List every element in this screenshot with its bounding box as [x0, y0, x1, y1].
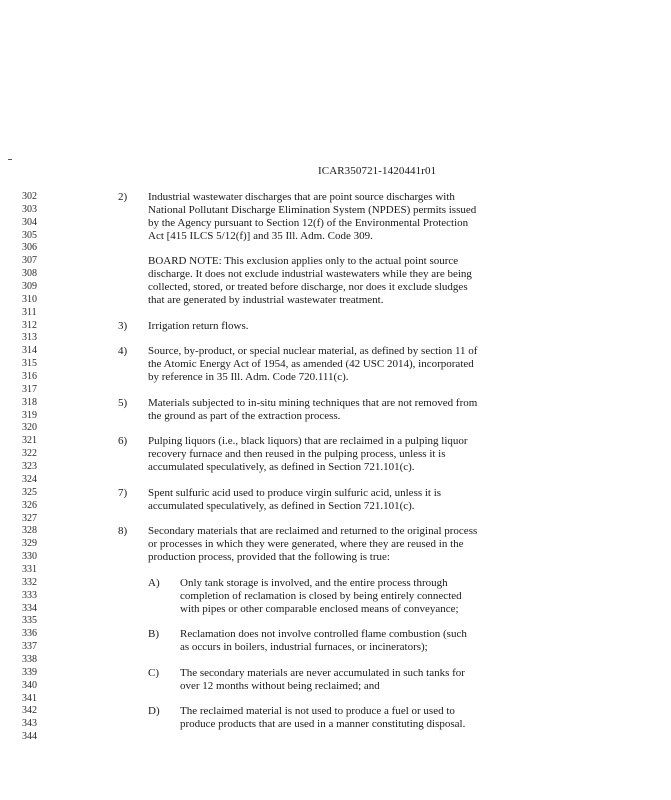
paragraph-line: Act [415 ILCS 5/12(f)] and 35 Ill. Adm. Code 309. [148, 229, 373, 242]
line-number: 311 [22, 306, 37, 318]
line-number: 332 [22, 576, 37, 588]
item-marker: 2) [118, 191, 128, 203]
line-number: 305 [22, 229, 37, 241]
paragraph-line: Only tank storage is involved, and the entire process through [180, 576, 448, 589]
item-marker: B) [148, 628, 159, 641]
line-number: 316 [22, 371, 37, 383]
line-number: 327 [22, 512, 37, 524]
line-number: 337 [22, 641, 37, 653]
line-number: 319 [22, 409, 37, 421]
line-number: 312 [22, 319, 37, 331]
line-number: 314 [22, 345, 37, 357]
item-marker: 7) [118, 486, 128, 499]
paragraph-line: or processes in which they were generated, where they are reused in the [148, 538, 464, 551]
line-number: 308 [22, 268, 37, 280]
paragraph-line: the Atomic Energy Act of 1954, as amended (42 USC 2014), incorporated [148, 358, 474, 371]
item-marker: 6) [118, 435, 128, 448]
paragraph-line: Materials subjected to in-situ mining techniques that are not removed from [148, 396, 478, 409]
line-number: 310 [22, 293, 37, 305]
paragraph-line: Source, by-product, or special nuclear material, as defined by section 11 of [148, 345, 478, 358]
paragraph-line: discharge. It does not exclude industrial wastewaters while they are being [148, 268, 472, 281]
line-number: 302 [22, 191, 37, 202]
line-number: 340 [22, 679, 37, 691]
paragraph-line: produce products that are used in a manner constituting disposal. [180, 718, 466, 731]
paragraph-line: production process, provided that the following is true: [148, 551, 390, 564]
line-number: 344 [22, 731, 37, 743]
line-number: 333 [22, 589, 37, 601]
paragraph-line: by the Agency pursuant to Section 12(f) of the Environmental Protection [148, 216, 469, 229]
paragraph-line: National Pollutant Discharge Elimination System (NPDES) permits issued [148, 203, 477, 216]
line-number: 334 [22, 602, 37, 614]
item-marker: 4) [118, 345, 128, 358]
line-number: 315 [22, 358, 37, 370]
line-number: 342 [22, 705, 37, 717]
line-number: 324 [22, 473, 37, 485]
paragraph-line: collected, stored, or treated before discharge, nor does it exclude sludges [148, 281, 468, 294]
line-number: 322 [22, 448, 37, 460]
item-marker: D) [148, 705, 160, 718]
item-marker: C) [148, 666, 159, 679]
item-marker: 8) [118, 525, 128, 538]
line-number: 326 [22, 499, 37, 511]
paragraph-line: BOARD NOTE: This exclusion applies only to the actual point source [148, 255, 459, 268]
line-number: 338 [22, 653, 37, 665]
paragraph-line: Industrial wastewater discharges that are point source discharges with [148, 191, 455, 203]
line-number: 341 [22, 692, 37, 704]
line-number: 303 [22, 203, 37, 215]
line-number: 306 [22, 242, 37, 254]
paragraph-line: completion of reclamation is closed by being entirely connected [180, 589, 462, 602]
line-number: 320 [22, 422, 37, 434]
line-number: 323 [22, 461, 37, 473]
line-number: 304 [22, 216, 37, 228]
line-number: 343 [22, 718, 37, 730]
line-number: 309 [22, 281, 37, 293]
item-marker: 5) [118, 396, 128, 409]
line-number: 325 [22, 486, 37, 498]
line-number: 318 [22, 396, 37, 408]
line-number: 321 [22, 435, 37, 447]
paragraph-line: by reference in 35 Ill. Adm. Code 720.111(c). [148, 371, 349, 384]
paragraph-line: Pulping liquors (i.e., black liquors) that are reclaimed in a pulping liquor [148, 435, 468, 448]
paragraph-line: accumulated speculatively, as defined in Section 721.101(c). [148, 461, 415, 474]
paragraph-line: over 12 months without being reclaimed; and [180, 679, 380, 692]
paragraph-line: Irrigation return flows. [148, 319, 249, 332]
paragraph-line: with pipes or other comparable enclosed means of conveyance; [180, 602, 459, 615]
paragraph-line: the ground as part of the extraction process. [148, 409, 341, 422]
line-number: 328 [22, 525, 37, 537]
item-marker: 3) [118, 319, 128, 332]
item-marker: A) [148, 576, 160, 589]
line-number: 307 [22, 255, 37, 267]
paragraph-line: The reclaimed material is not used to produce a fuel or used to [180, 705, 455, 718]
margin-tick-mark [8, 159, 12, 160]
line-number: 339 [22, 666, 37, 678]
line-number: 330 [22, 551, 37, 563]
paragraph-line: Spent sulfuric acid used to produce virgin sulfuric acid, unless it is [148, 486, 442, 499]
document-header-code: ICAR350721-1420441r01 [318, 165, 437, 177]
paragraph-line: Reclamation does not involve controlled flame combustion (such [180, 628, 467, 641]
line-number: 313 [22, 332, 37, 344]
paragraph-line: The secondary materials are never accumulated in such tanks for [180, 666, 465, 679]
line-number: 335 [22, 615, 37, 627]
line-number: 329 [22, 538, 37, 550]
paragraph-line: recovery furnace and then reused in the pulping process, unless it is [148, 448, 446, 461]
line-number: 331 [22, 563, 37, 575]
paragraph-line: that are generated by industrial wastewater treatment. [148, 293, 384, 306]
paragraph-line: accumulated speculatively, as defined in Section 721.101(c). [148, 499, 415, 512]
line-number: 336 [22, 628, 37, 640]
line-number: 317 [22, 383, 37, 395]
paragraph-line: Secondary materials that are reclaimed and returned to the original process [148, 525, 478, 538]
paragraph-line: as occurs in boilers, industrial furnaces, or incinerators); [180, 641, 428, 654]
